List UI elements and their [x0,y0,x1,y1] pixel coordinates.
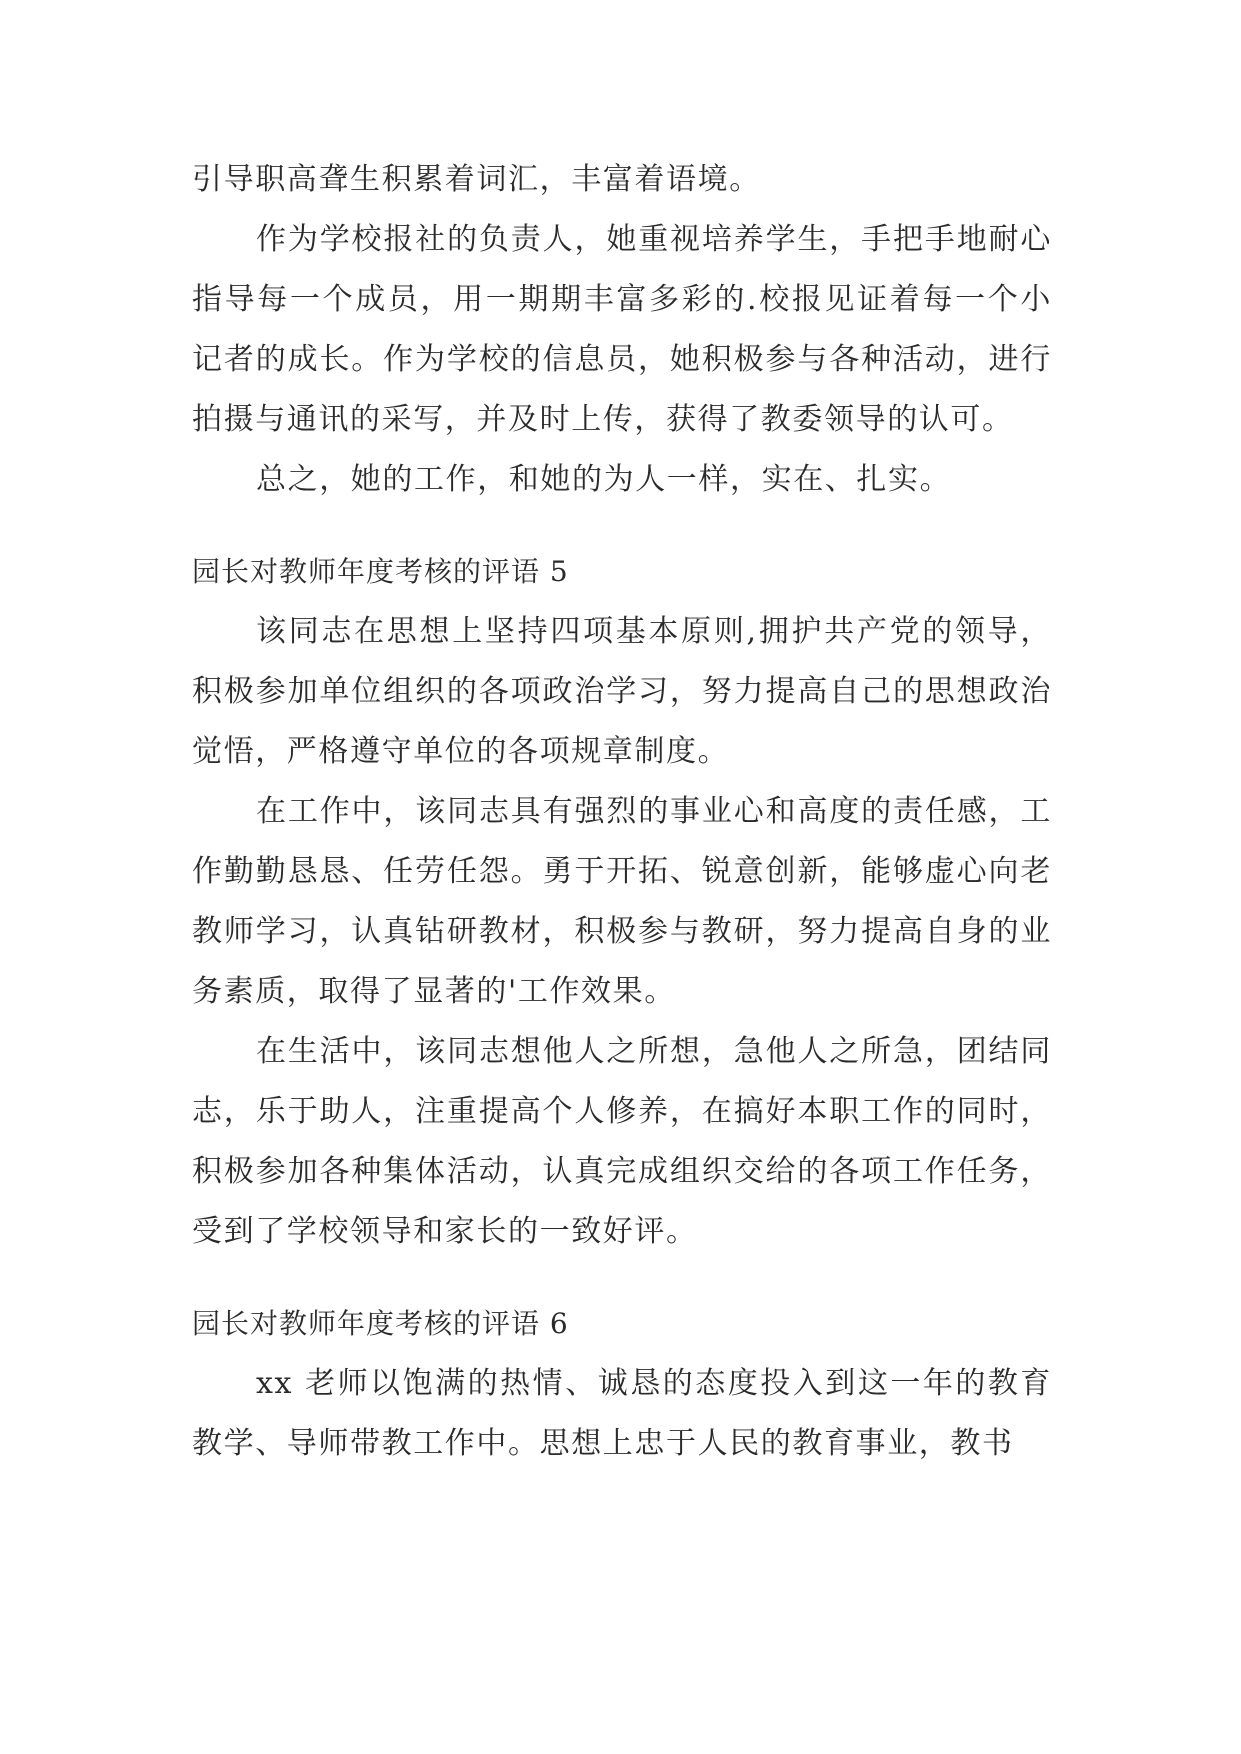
paragraph-life: 在生活中，该同志想他人之所想，急他人之所急，团结同志，乐于助人，注重提高个人修养，在搞好本职工作的同时，积极参加各种集体活动，认真完成组织交给的各项工作任务，受到了学校领导和家长的一致好评。 [192,1034,1052,1249]
section-heading-5: 园长对教师年度考核的评语 5 [192,555,569,588]
document-body [192,150,1052,1474]
paragraph-work: 在工作中，该同志具有强烈的事业心和高度的责任感，工作勤勤恳恳、任劳任怨。勇于开拓、锐意创新，能够虚心向老教师学习，认真钻研教材，积极参与教研，努力提高自身的业务素质，取得了显著的'工作效果。 [192,794,1052,1009]
paragraph-summary: 总之，她的工作，和她的为人一样，实在、扎实。 [256,462,952,497]
section-gap [192,510,1052,542]
section-gap [192,1262,1052,1294]
section-heading-6: 园长对教师年度考核的评语 6 [192,1307,569,1340]
paragraph-continuation: 引导职高聋生积累着词汇，丰富着语境。 [192,162,761,197]
paragraph-ideology: 该同志在思想上坚持四项基本原则,拥护共产党的领导，积极参加单位组织的各项政治学习，努力提高自己的思想政治觉悟，严格遵守单位的各项规章制度。 [192,614,1052,769]
paragraph-teacher-xx: xx 老师以饱满的热情、诚恳的态度投入到这一年的教育教学、导师带教工作中。思想上忠于人民的教育事业，教书 [192,1366,1052,1461]
paragraph-newspaper: 作为学校报社的负责人，她重视培养学生，手把手地耐心指导每一个成员，用一期期丰富多彩的.校报见证着每一个小记者的成长。作为学校的信息员，她积极参与各种活动，进行拍摄与通讯的采写，并及时上传，获得了教委领导的认可。 [192,222,1052,437]
